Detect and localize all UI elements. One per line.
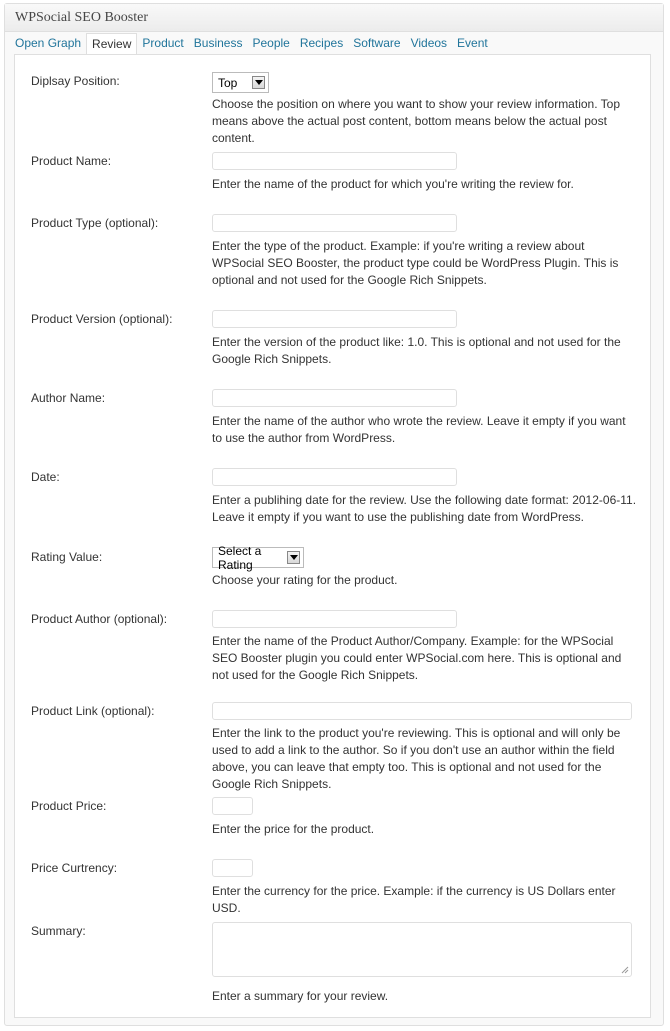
display-position-desc: Choose the position on where you want to show your review information. Top means above the actual post content, bottom means below the actual post content. bbox=[212, 97, 621, 145]
product-type-input[interactable] bbox=[212, 214, 457, 232]
product-version-input[interactable] bbox=[212, 310, 457, 328]
author-name-desc: Enter the name of the author who wrote the review. Leave it empty if you want to use the author from WordPress. bbox=[212, 414, 626, 445]
display-position-value: Top bbox=[218, 75, 238, 90]
product-link-desc: Enter the link to the product you're reviewing. This is optional and will only be used to add a link to the author. So if you don't use an author within the field above, you can leave that empty too. This is optional and not used for the Google Rich Snippets. bbox=[212, 726, 621, 791]
rating-value-select[interactable] bbox=[212, 543, 304, 572]
price-currency-desc: Enter the currency for the price. Example: if the currency is US Dollars enter USD. bbox=[212, 884, 616, 915]
metabox-title: WPSocial SEO Booster bbox=[5, 4, 663, 32]
date-input[interactable] bbox=[212, 468, 457, 486]
product-version-label: Product Version (optional): bbox=[31, 312, 173, 326]
product-link-input[interactable] bbox=[212, 702, 632, 720]
display-position-select[interactable] bbox=[212, 72, 269, 93]
product-type-desc: Enter the type of the product. Example: if you're writing a review about WPSocial SEO Booster, the product type could be WordPress Plugin. This is optional and not used for the Google Rich Snippets. bbox=[212, 239, 619, 287]
product-name-label: Product Name: bbox=[31, 154, 112, 168]
rating-value-desc: Choose your rating for the product. bbox=[212, 573, 398, 587]
product-price-label: Product Price: bbox=[31, 799, 107, 813]
product-name-desc: Enter the name of the product for which you're writing the review for. bbox=[212, 177, 574, 191]
product-version-desc: Enter the version of the product like: 1.0. This is optional and not used for the Google Rich Snippets. bbox=[212, 335, 621, 366]
product-author-label: Product Author (optional): bbox=[31, 612, 168, 626]
review-panel bbox=[14, 54, 651, 1018]
author-name-label: Author Name: bbox=[31, 391, 106, 405]
product-author-input[interactable] bbox=[212, 610, 457, 628]
tab-product[interactable]: Product bbox=[142, 36, 184, 50]
price-currency-label: Price Curtrency: bbox=[31, 861, 118, 875]
summary-desc: Enter a summary for your review. bbox=[212, 989, 389, 1003]
tab-review[interactable]: Review bbox=[86, 33, 137, 55]
date-label: Date: bbox=[31, 470, 60, 484]
tab-bar bbox=[10, 34, 493, 54]
product-link-label: Product Link (optional): bbox=[31, 704, 155, 718]
product-name-input[interactable] bbox=[212, 152, 457, 170]
product-price-desc: Enter the price for the product. bbox=[212, 822, 375, 836]
tab-business[interactable]: Business bbox=[193, 36, 243, 50]
summary-label: Summary: bbox=[31, 924, 86, 938]
tab-people[interactable]: People bbox=[252, 36, 290, 50]
chevron-down-icon bbox=[287, 551, 300, 564]
summary-textarea[interactable] bbox=[212, 922, 632, 977]
display-position-label: Diplsay Position: bbox=[31, 74, 120, 88]
product-author-desc: Enter the name of the Product Author/Company. Example: for the WPSocial SEO Booster plugin you could enter WPSocial.com here. This is optional and not used for the Google Rich Snippets. bbox=[212, 634, 622, 682]
tab-software[interactable]: Software bbox=[353, 36, 401, 50]
chevron-down-icon bbox=[252, 76, 265, 89]
tab-open-graph[interactable]: Open Graph bbox=[15, 36, 82, 50]
product-type-label: Product Type (optional): bbox=[31, 216, 159, 230]
date-desc: Enter a publihing date for the review. Use the following date format: 2012-06-11. Leave it empty if you want to use the publishing date from WordPress. bbox=[212, 493, 637, 524]
tab-videos[interactable]: Videos bbox=[410, 36, 448, 50]
author-name-input[interactable] bbox=[212, 389, 457, 407]
rating-value-value: Select a Rating bbox=[218, 543, 262, 572]
price-currency-input[interactable] bbox=[212, 859, 253, 877]
tab-event[interactable]: Event bbox=[457, 36, 488, 50]
product-price-input[interactable] bbox=[212, 797, 253, 815]
tab-recipes[interactable]: Recipes bbox=[299, 36, 344, 50]
rating-value-label: Rating Value: bbox=[31, 550, 103, 564]
resize-grip-icon[interactable] bbox=[621, 966, 629, 974]
